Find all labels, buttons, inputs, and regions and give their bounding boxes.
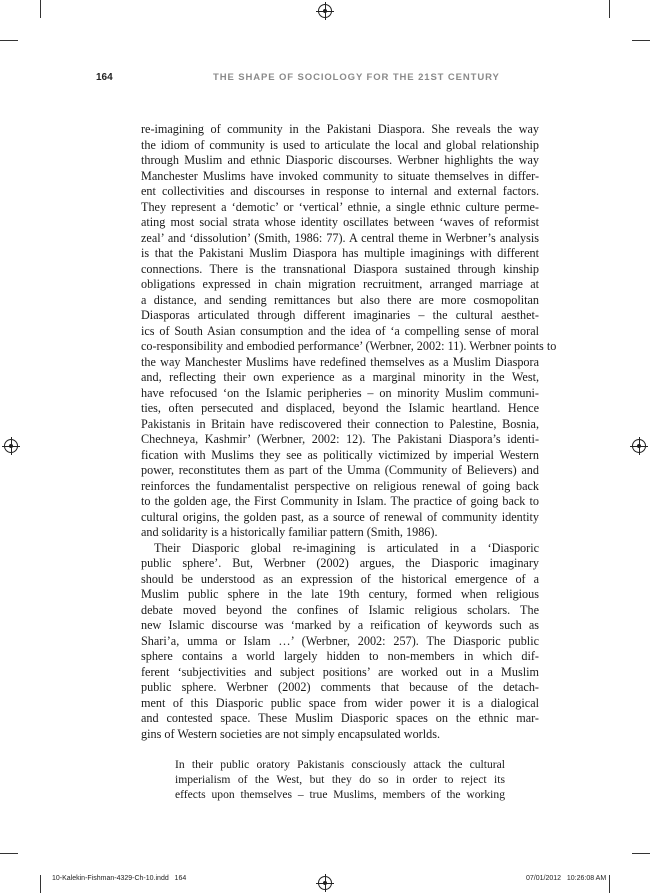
crop-mark <box>632 40 650 41</box>
registration-mark-icon <box>4 439 18 453</box>
text-line: ferent ‘subjectivities and subject positions’ are worked out in a Muslim <box>141 664 539 679</box>
text-line: They represent a ‘demotic’ or ‘vertical’ ethnie, a single ethnic culture perme- <box>141 199 539 214</box>
text-line: reinforces the fundamentalist perspective on religious renewal of going back <box>141 478 539 493</box>
crop-mark <box>40 875 41 893</box>
text-line: ics of South Asian consumption and the idea of ‘a compelling sense of moral <box>141 323 539 338</box>
text-line: Chechneya, Kashmir’ (Werbner, 2002: 12). The Pakistani Diaspora’s identi- <box>141 432 539 446</box>
crop-mark <box>609 875 610 893</box>
page-number: 164 <box>96 72 113 83</box>
footer-timestamp: 07/01/2012 10:26:08 AM <box>526 875 607 882</box>
text-line: and contested space. These Muslim Diasporic spaces on the ethnic mar- <box>141 711 539 725</box>
text-line: gins of Western societies are not simply encapsulated worlds. <box>141 726 441 741</box>
text-line: and solidarity is a historically familiar pattern (Smith, 1986). <box>141 525 438 539</box>
crop-mark <box>0 853 18 854</box>
text-line: the idiom of community is used to articulate the local and global relationship <box>141 137 539 152</box>
text-line: ment of this Diasporic public space from wider power it is a dialogical <box>141 695 539 710</box>
crop-mark <box>609 0 610 18</box>
text-line: to the golden age, the First Community in Islam. The practice of going back to <box>141 494 539 508</box>
text-line: debate moved beyond the confines of Islamic religious scholars. The <box>141 602 539 617</box>
text-line: public sphere’. But, Werbner (2002) argues, the Diasporic imaginary <box>141 556 539 570</box>
text-line: through Muslim and ethnic Diasporic discourses. Werbner highlights the way <box>141 153 539 167</box>
text-line: power, reconstitutes them as part of the Umma (Community of Believers) and <box>141 463 539 477</box>
text-line: ating most social strata whose identity oscillates between ‘waves of reformist <box>141 215 539 229</box>
running-title: THE SHAPE OF SOCIOLOGY FOR THE 21ST CENTURY <box>213 72 500 83</box>
text-line: Diasporas articulated through different imaginaries – the cultural aesthet- <box>141 308 539 322</box>
crop-mark <box>0 40 18 41</box>
text-line: and, reflecting their own experience as a marginal minority in the West, <box>141 370 539 384</box>
quote-line: imperialism of the West, but they do so in order to reject its <box>175 773 505 787</box>
text-line: ent collectivities and discourses in response to internal and external factors. <box>141 184 539 198</box>
text-line: obligations expressed in chain migration recruitment, arranged marriage at <box>141 277 539 291</box>
quote-line: In their public oratory Pakistanis consciously attack the cultural <box>175 758 505 771</box>
text-line: sphere contains a world largely hidden to non-members in which dif- <box>141 649 539 663</box>
text-line: ties, often persecuted and displaced, beyond the Islamic heartland. Hence <box>141 401 539 415</box>
text-line: should be understood as an expression of the historical emergence of a <box>141 571 539 586</box>
registration-mark-icon <box>318 4 332 18</box>
registration-mark-icon <box>632 439 646 453</box>
text-line: connections. There is the transnational Diaspora sustained through kinship <box>141 261 539 276</box>
footer-file-name: 10-Kalekin-Fishman-4329-Ch-10.indd 164 <box>52 875 187 882</box>
text-line: cultural origins, the golden past, as a source of renewal of community identity <box>141 509 539 524</box>
registration-mark-icon <box>318 876 332 890</box>
text-line: public sphere. Werbner (2002) comments that because of the detach- <box>141 680 539 694</box>
text-line: re-imagining of community in the Pakistani Diaspora. She reveals the way <box>141 122 539 136</box>
text-line: zeal’ and ‘dissolution’ (Smith, 1986: 77). A central theme in Werbner’s analysis <box>141 230 539 245</box>
text-line: have refocused ‘on the Islamic peripheries – on minority Muslim communi- <box>141 385 539 400</box>
text-line: fication with Muslims they see as politically victimized by imperial Western <box>141 447 539 462</box>
text-line: a distance, and sending remittances but also there are more cosmopolitan <box>141 292 539 307</box>
text-line: Shari’a, umma or Islam …’ (Werbner, 2002: 257). The Diasporic public <box>141 633 539 648</box>
text-line: is that the Pakistani Muslim Diaspora has multiple imaginings with different <box>141 246 539 260</box>
text-line: Pakistanis in Britain have rediscovered their connection to Palestine, Bosnia, <box>141 416 539 431</box>
text-line: Muslim public sphere in the late 19th century, formed when religious <box>141 587 539 601</box>
crop-mark <box>632 853 650 854</box>
text-line: Their Diasporic global re-imagining is articulated in a ‘Diasporic <box>154 540 539 555</box>
text-line: the way Manchester Muslims have redefined themselves as a Muslim Diaspora <box>141 354 539 369</box>
quote-line: effects upon themselves – true Muslims, members of the working <box>175 788 505 802</box>
text-line: new Islamic discourse was ‘marked by a reification of keywords such as <box>141 618 539 632</box>
text-line: co-responsibility and embodied performance’ (Werbner, 2002: 11). Werbner points to <box>141 339 557 353</box>
crop-mark <box>40 0 41 18</box>
body-text <box>141 122 557 742</box>
block-quote <box>175 757 505 803</box>
text-line: Manchester Muslims have invoked community to situate themselves in differ- <box>141 168 539 183</box>
